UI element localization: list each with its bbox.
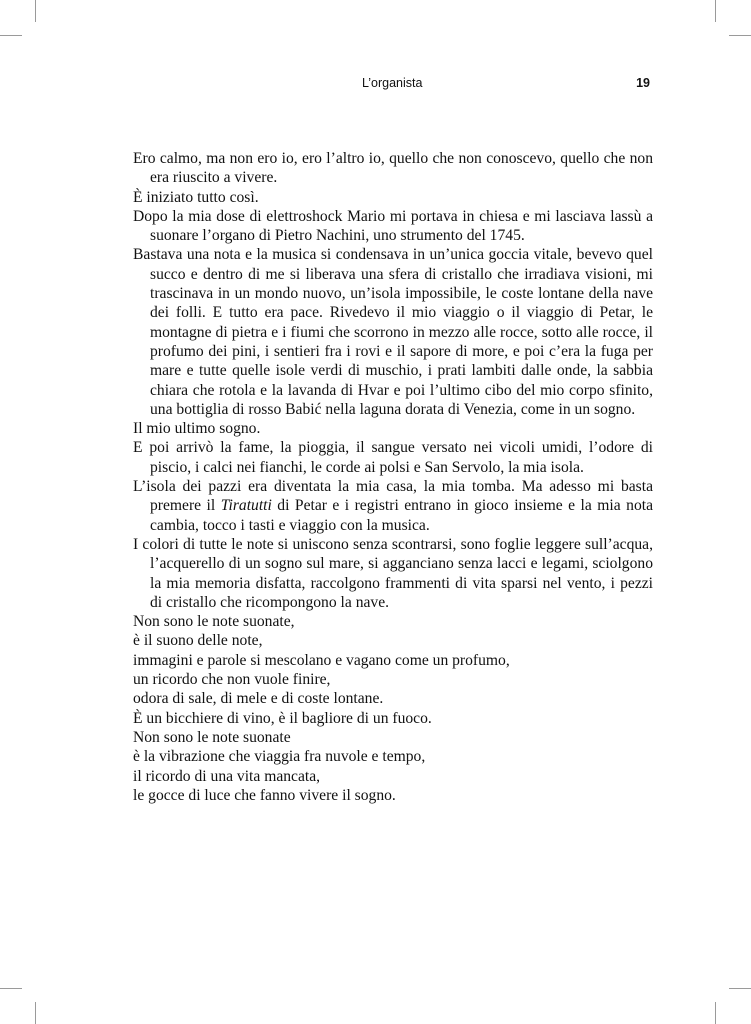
crop-mark-bottom-left-horizontal bbox=[0, 988, 22, 989]
running-title: L’organista bbox=[362, 76, 423, 90]
running-head bbox=[0, 76, 751, 92]
verse-line: Non sono le note suonate bbox=[133, 728, 291, 746]
paragraph: È iniziato tutto così. bbox=[133, 188, 259, 206]
verse-line: è la vibrazione che viaggia fra nuvole e tempo, bbox=[133, 748, 426, 766]
paragraph-text: di Petar e i registri entrano in gioco insieme e la mia nota cambia, tocco i tasti e viaggio con la musica. bbox=[150, 497, 653, 534]
crop-mark-bottom-right-vertical bbox=[715, 1002, 716, 1024]
crop-mark-top-right-vertical bbox=[715, 0, 716, 22]
verse-line: è il suono delle note, bbox=[133, 632, 263, 650]
crop-mark-bottom-left-vertical bbox=[35, 1002, 36, 1024]
crop-mark-top-left-vertical bbox=[35, 0, 36, 22]
verse-line: le gocce di luce che fanno vivere il sogno. bbox=[133, 786, 396, 804]
paragraph: Dopo la mia dose di elettroshock Mario mi portava in chiesa e mi lasciava lassù a suonare l’organo di Pietro Nachini, uno strumento del 1745. bbox=[133, 207, 653, 245]
verse-line: È un bicchiere di vino, è il bagliore di un fuoco. bbox=[133, 709, 432, 727]
paragraph: I colori di tutte le note si uniscono senza scontrarsi, sono foglie leggere sull’acqua, l’acquerello di un sogno sul mare, si agganciano senza lacci e legami, sciolgono la mia memoria disfatta, raccolgono frammenti di vita sparsi nel vento, i pezzi di cristallo che ricompongono la nave. bbox=[133, 535, 653, 611]
paragraph: Ero calmo, ma non ero io, ero l’altro io, quello che non conoscevo, quello che non era riuscito a vivere. bbox=[133, 150, 653, 187]
paragraph: Il mio ultimo sogno. bbox=[133, 420, 261, 438]
page-number: 19 bbox=[636, 76, 650, 90]
poem bbox=[133, 612, 653, 805]
body-text bbox=[133, 149, 653, 805]
paragraph: E poi arrivò la fame, la pioggia, il sangue versato nei vicoli umidi, l’odore di piscio, i calci nei fianchi, le corde ai polsi e San Servolo, la mia isola. bbox=[133, 439, 653, 476]
paragraph bbox=[133, 477, 653, 535]
verse-line: immagini e parole si mescolano e vagano come un profumo, bbox=[133, 651, 510, 669]
crop-mark-bottom-right-horizontal bbox=[729, 988, 751, 989]
verse-line: Non sono le note suonate, bbox=[133, 613, 295, 631]
paragraph: Bastava una nota e la musica si condensava in un’unica goccia vitale, bevevo quel succo e dentro di me si liberava una sfera di cristallo che irradiava visioni, mi trascinava in un mondo nuovo, un’isola impossibile, le coste lontane della nave dei folli. E tutto era pace. Rivedevo il mio viaggio o il viaggio di Petar, le montagne di pietra e i fiumi che scorrono in mezzo alle rocce, sotto alle rocce, il profumo dei pini, i sentieri fra i rovi e il sapore di more, e poi c’era la fuga per mare e tutte quelle isole verdi di muschio, i prati lambiti dalle onde, la sabbia chiara che rotola e la lavanda di Hvar e poi l’ultimo cibo del mio corpo sfinito, una bottiglia di rosso Babić nella laguna dorata di Venezia, come in un sogno. bbox=[133, 246, 653, 418]
paragraph-text: L’isola dei pazzi era diventata la mia casa, la mia tomba. Ma adesso mi basta premere il bbox=[133, 478, 653, 515]
crop-mark-top-right-horizontal bbox=[729, 35, 751, 36]
verse-line: odora di sale, di mele e di coste lontane. bbox=[133, 690, 384, 708]
verse-line: il ricordo di una vita mancata, bbox=[133, 767, 321, 785]
verse-line: un ricordo che non vuole finire, bbox=[133, 671, 331, 689]
crop-mark-top-left-horizontal bbox=[0, 35, 22, 36]
italic-term: Tiratutti bbox=[220, 497, 272, 515]
